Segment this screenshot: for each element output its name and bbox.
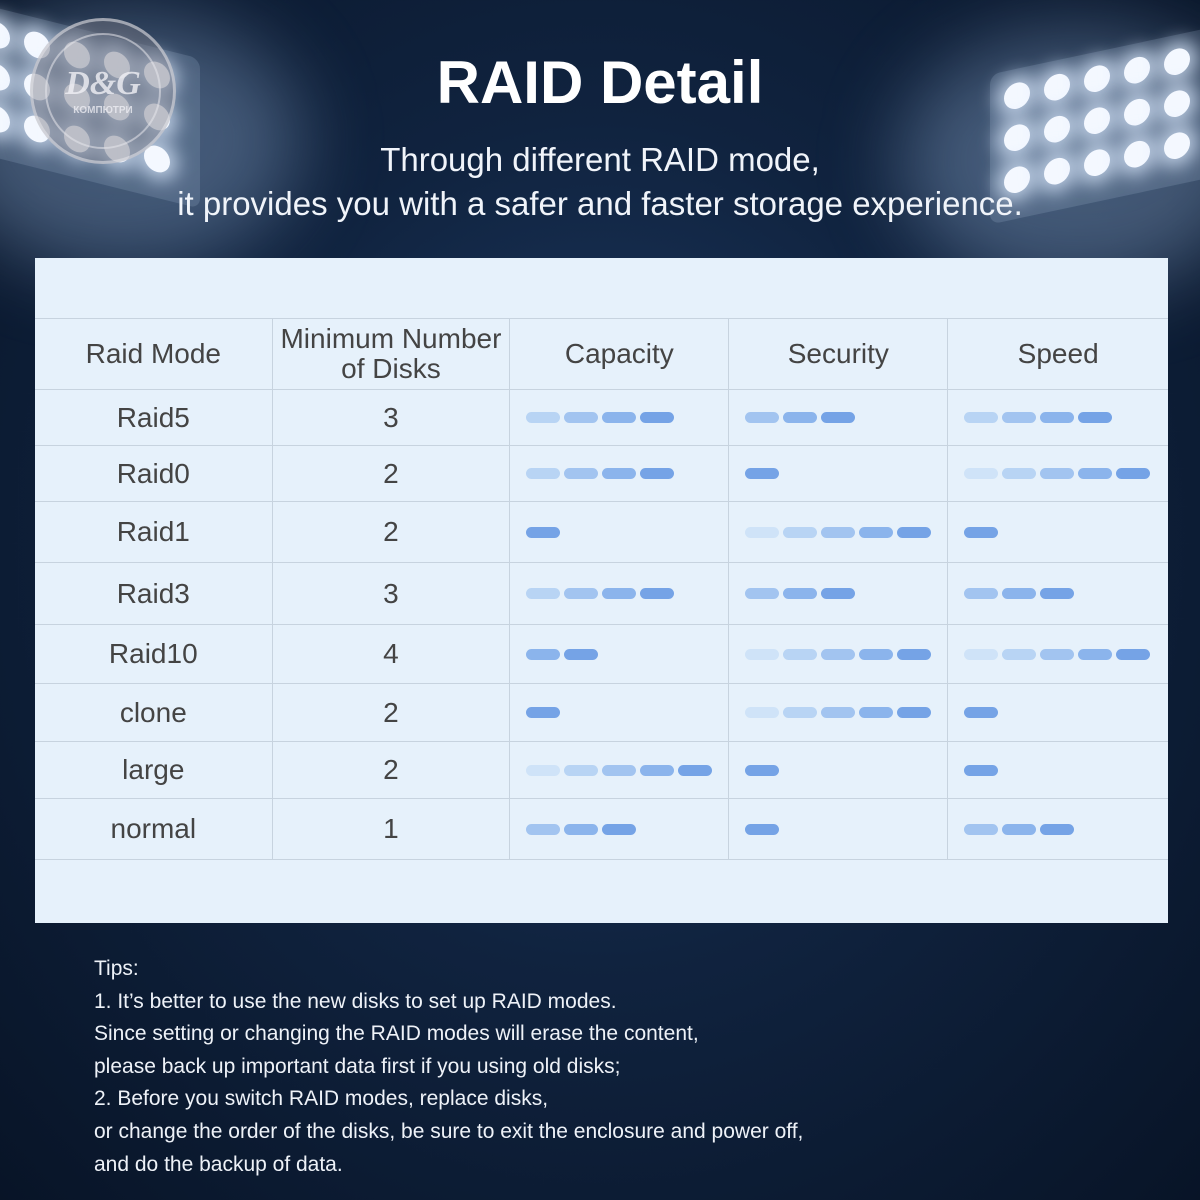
table-header-row [35,319,1168,390]
rating-segment [1116,468,1150,479]
capacity-rating-bar [526,412,712,423]
tips-line: 1. It’s better to use the new disks to set up RAID modes. [94,989,617,1013]
capacity-rating-cell [510,502,729,563]
capacity-rating-bar [526,765,712,776]
tips-section [94,953,803,1181]
rating-segment [745,824,779,835]
rating-segment [964,824,998,835]
raid-mode-cell: Raid10 [35,625,272,684]
raid-mode-cell: large [35,742,272,799]
light-bulb [0,19,10,51]
raid-table [35,318,1168,860]
rating-segment [1078,649,1112,660]
rating-segment [745,707,779,718]
security-rating-cell [729,625,948,684]
capacity-rating-cell [510,390,729,446]
brand-logo-subtext: КОМПЮТРИ [73,104,133,116]
rating-segment [526,824,560,835]
header-speed: Speed [948,319,1168,390]
page-subtitle [0,138,1200,226]
rating-segment [564,824,598,835]
header-raid-mode: Raid Mode [35,319,272,390]
rating-segment [1002,588,1036,599]
rating-segment [821,707,855,718]
security-rating-bar [745,765,931,776]
rating-segment [1040,824,1074,835]
header-capacity: Capacity [510,319,729,390]
raid-table-panel [35,258,1168,923]
security-rating-bar [745,527,931,538]
rating-segment [1078,468,1112,479]
header-security: Security [729,319,948,390]
rating-segment [526,527,560,538]
capacity-rating-bar [526,649,712,660]
security-rating-cell [729,563,948,625]
table-row [35,502,1168,563]
rating-segment [745,412,779,423]
min-disks-cell: 3 [272,390,510,446]
table-row [35,446,1168,502]
min-disks-cell: 3 [272,563,510,625]
capacity-rating-cell [510,684,729,742]
rating-segment [821,649,855,660]
rating-segment [1040,649,1074,660]
page-title: RAID Detail [436,49,764,116]
rating-segment [640,468,674,479]
rating-segment [821,527,855,538]
speed-rating-bar [964,765,1152,776]
rating-segment [564,649,598,660]
rating-segment [859,527,893,538]
rating-segment [745,527,779,538]
rating-segment [964,588,998,599]
min-disks-cell: 2 [272,742,510,799]
security-rating-cell [729,502,948,563]
table-row [35,625,1168,684]
rating-segment [602,412,636,423]
min-disks-cell: 1 [272,799,510,860]
subtitle-line: it provides you with a safer and faster storage experience. [177,185,1023,222]
min-disks-cell: 2 [272,502,510,563]
min-disks-cell: 2 [272,446,510,502]
speed-rating-bar [964,412,1152,423]
capacity-rating-cell [510,563,729,625]
speed-rating-cell [948,799,1168,860]
rating-segment [1040,468,1074,479]
speed-rating-bar [964,707,1152,718]
raid-mode-cell: Raid5 [35,390,272,446]
rating-segment [783,412,817,423]
rating-segment [526,588,560,599]
rating-segment [1002,468,1036,479]
speed-rating-bar [964,649,1152,660]
security-rating-bar [745,412,931,423]
rating-segment [602,824,636,835]
rating-segment [1002,649,1036,660]
speed-rating-cell [948,502,1168,563]
speed-rating-cell [948,684,1168,742]
rating-segment [1040,588,1074,599]
tips-line: 2. Before you switch RAID modes, replace disks, [94,1087,549,1111]
rating-segment [564,765,598,776]
table-row [35,799,1168,860]
speed-rating-bar [964,824,1152,835]
capacity-rating-bar [526,527,712,538]
capacity-rating-bar [526,824,712,835]
rating-segment [821,588,855,599]
tips-line: or change the order of the disks, be sure to exit the enclosure and power off, [94,1119,804,1143]
brand-logo-text: D&G [65,64,141,102]
security-rating-cell [729,742,948,799]
rating-segment [602,588,636,599]
rating-segment [745,468,779,479]
rating-segment [1116,649,1150,660]
capacity-rating-bar [526,468,712,479]
security-rating-cell [729,684,948,742]
rating-segment [783,527,817,538]
rating-segment [964,468,998,479]
rating-segment [1078,412,1112,423]
rating-segment [526,707,560,718]
rating-segment [526,649,560,660]
capacity-rating-cell [510,625,729,684]
table-row [35,684,1168,742]
rating-segment [964,649,998,660]
rating-segment [964,412,998,423]
rating-segment [640,765,674,776]
capacity-rating-bar [526,707,712,718]
tips-line: Tips: [94,957,139,980]
rating-segment [964,527,998,538]
raid-mode-cell: Raid3 [35,563,272,625]
security-rating-bar [745,649,931,660]
security-rating-cell [729,446,948,502]
rating-segment [745,765,779,776]
speed-rating-cell [948,446,1168,502]
rating-segment [640,412,674,423]
header-min-disks: Minimum Number of Disks [272,319,510,390]
min-disks-cell: 4 [272,625,510,684]
capacity-rating-cell [510,742,729,799]
rating-segment [1002,412,1036,423]
rating-segment [783,707,817,718]
speed-rating-cell [948,563,1168,625]
rating-segment [745,588,779,599]
rating-segment [897,707,931,718]
rating-segment [783,649,817,660]
capacity-rating-cell [510,446,729,502]
security-rating-bar [745,824,931,835]
rating-segment [821,412,855,423]
rating-segment [526,765,560,776]
rating-segment [745,649,779,660]
tips-line: Since setting or changing the RAID modes will erase the content, [94,1022,699,1046]
security-rating-cell [729,799,948,860]
tips-line: and do the backup of data. [94,1152,343,1176]
raid-mode-cell: clone [35,684,272,742]
rating-segment [564,412,598,423]
raid-mode-cell: Raid1 [35,502,272,563]
rating-segment [526,412,560,423]
table-row [35,390,1168,446]
capacity-rating-bar [526,588,712,599]
raid-mode-cell: normal [35,799,272,860]
capacity-rating-cell [510,799,729,860]
rating-segment [783,588,817,599]
rating-segment [964,765,998,776]
security-rating-bar [745,707,931,718]
rating-segment [526,468,560,479]
subtitle-line: Through different RAID mode, [380,141,820,178]
rating-segment [1040,412,1074,423]
security-rating-cell [729,390,948,446]
rating-segment [602,765,636,776]
min-disks-cell: 2 [272,684,510,742]
speed-rating-cell [948,625,1168,684]
rating-segment [640,588,674,599]
speed-rating-bar [964,588,1152,599]
rating-segment [678,765,712,776]
speed-rating-cell [948,742,1168,799]
table-row [35,742,1168,799]
security-rating-bar [745,588,931,599]
raid-mode-cell: Raid0 [35,446,272,502]
security-rating-bar [745,468,931,479]
raid-table-body [35,390,1168,860]
speed-rating-bar [964,527,1152,538]
rating-segment [964,707,998,718]
rating-segment [602,468,636,479]
rating-segment [859,707,893,718]
speed-rating-cell [948,390,1168,446]
rating-segment [1002,824,1036,835]
rating-segment [897,649,931,660]
table-row [35,563,1168,625]
speed-rating-bar [964,468,1152,479]
rating-segment [897,527,931,538]
tips-line: please back up important data first if you using old disks; [94,1054,621,1078]
rating-segment [564,468,598,479]
rating-segment [859,649,893,660]
rating-segment [564,588,598,599]
